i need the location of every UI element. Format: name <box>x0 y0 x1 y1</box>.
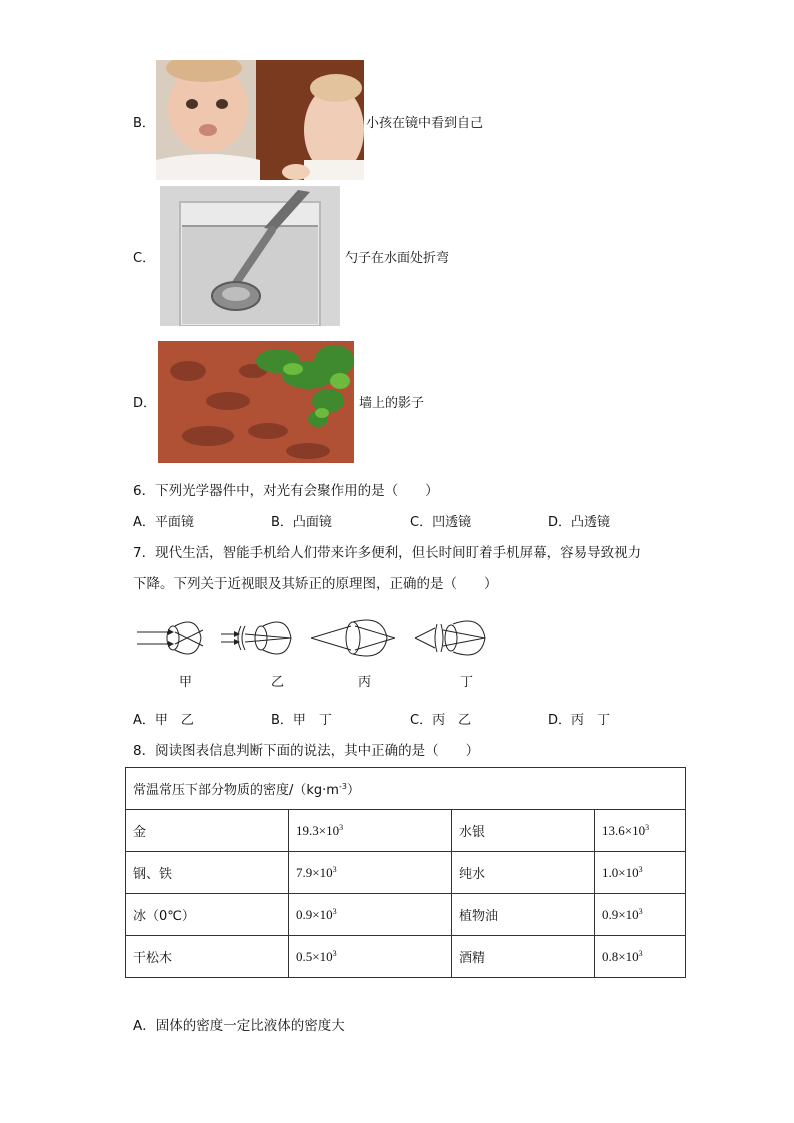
baby-mirror-photo <box>156 60 364 180</box>
table-row <box>126 894 686 936</box>
option-d-letter: D． <box>133 396 157 411</box>
table-cell: $7.9\times 10^3$ <box>289 852 452 894</box>
eye-diagram-yi <box>221 622 291 654</box>
table-title: 常温常压下部分物质的密度$/(kg\cdot m^{-3})$ <box>126 768 686 810</box>
table-cell: 金 <box>126 810 289 852</box>
option-d-caption: 墙上的影子 <box>359 396 425 411</box>
question-8-choice-a: A．固体的密度一定比液体的密度大 <box>133 1018 345 1034</box>
table-cell: 水银 <box>452 810 595 852</box>
eye-diagrams <box>135 614 495 674</box>
spoon-in-water-photo <box>160 186 340 326</box>
question-6-choice-a: A．平面镜 <box>133 515 194 530</box>
table-cell: $0.9\times 10^3$ <box>289 894 452 936</box>
question-6-choice-b: B．凸面镜 <box>271 515 332 530</box>
table-cell: 酒精 <box>452 936 595 978</box>
table-cell: 冰（0℃） <box>126 894 289 936</box>
question-7-choice-c: C．丙 乙 <box>410 713 472 728</box>
density-table <box>125 767 686 978</box>
table-cell: $1.0\times 10^3$ <box>595 852 686 894</box>
diagram-label-yi: 乙 <box>271 675 285 690</box>
wall-shadow-photo <box>158 341 354 463</box>
question-7-choice-a: A．甲 乙 <box>133 713 194 728</box>
question-6-stem: 6．下列光学器件中，对光有会聚作用的是（ ） <box>133 483 439 499</box>
table-cell: 纯水 <box>452 852 595 894</box>
eye-diagram-ding <box>415 621 485 655</box>
table-cell: $0.9\times 10^3$ <box>595 894 686 936</box>
table-row <box>126 852 686 894</box>
question-7-stem-line1: 7．现代生活，智能手机给人们带来许多便利，但长时间盯着手机屏幕，容易导致视力 <box>133 545 642 561</box>
table-cell: $19.3\times 10^3$ <box>289 810 452 852</box>
table-cell: 干松木 <box>126 936 289 978</box>
eye-diagram-bing <box>311 620 395 656</box>
question-7-choice-b: B．甲 丁 <box>271 713 332 728</box>
option-b-letter: B． <box>133 116 155 131</box>
option-c-letter: C． <box>133 251 156 266</box>
table-cell: 钢、铁 <box>126 852 289 894</box>
question-6-choice-d: D．凸透镜 <box>548 515 611 530</box>
question-6-choice-c: C．凹透镜 <box>410 515 472 530</box>
eye-diagram-jia <box>137 622 203 654</box>
table-row <box>126 810 686 852</box>
question-7-choice-d: D．丙 丁 <box>548 713 611 728</box>
question-8-stem: 8．阅读图表信息判断下面的说法，其中正确的是（ ） <box>133 743 480 759</box>
table-cell: $0.5\times 10^3$ <box>289 936 452 978</box>
diagram-label-ding: 丁 <box>460 675 474 690</box>
table-cell: $13.6\times 10^3$ <box>595 810 686 852</box>
option-c-caption: 勺子在水面处折弯 <box>345 251 450 266</box>
option-b-caption: 小孩在镜中看到自己 <box>366 116 484 131</box>
table-row <box>126 936 686 978</box>
table-cell: 植物油 <box>452 894 595 936</box>
table-cell: $0.8\times 10^3$ <box>595 936 686 978</box>
diagram-label-jia: 甲 <box>179 675 193 690</box>
question-7-stem-line2: 下降。下列关于近视眼及其矫正的原理图，正确的是（ ） <box>133 576 498 592</box>
table-header-row <box>126 768 686 810</box>
diagram-label-bing: 丙 <box>358 675 372 690</box>
